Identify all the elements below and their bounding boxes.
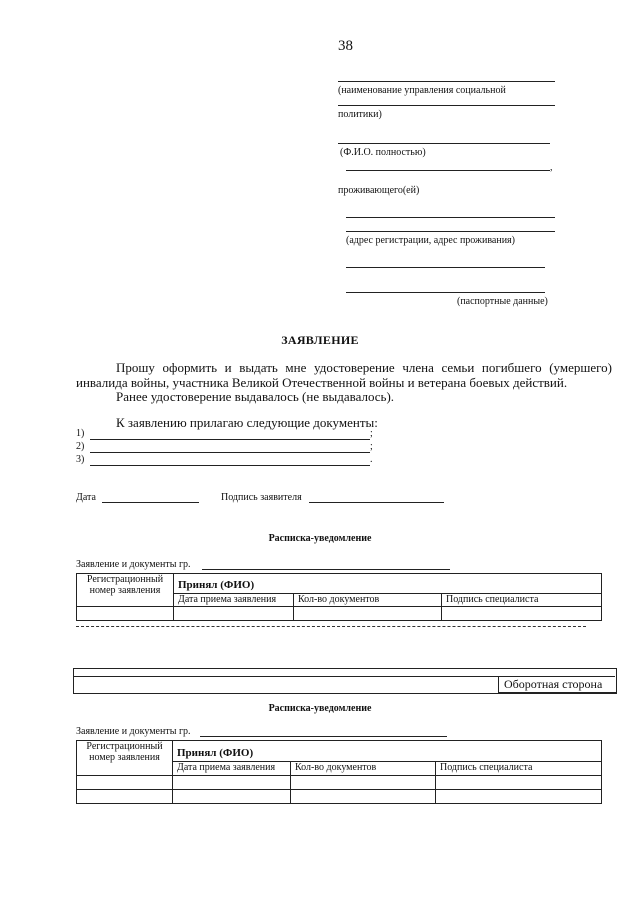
signature-label: Подпись заявителя	[221, 492, 302, 503]
attachment-item-2-end: ;	[370, 441, 373, 452]
cut-line	[76, 626, 586, 627]
receipt-2-signature-header: Подпись специалиста	[436, 762, 602, 776]
receipt-1-table	[76, 573, 602, 621]
receipt-1-docs-line[interactable]	[202, 569, 450, 570]
receipt-1-reg-number-header: Регистрационный номер заявления	[77, 574, 174, 607]
receipt-1-title: Расписка-уведомление	[268, 533, 372, 544]
fio-line-2[interactable]	[346, 170, 550, 171]
receipt-1-count-cell[interactable]	[294, 607, 442, 621]
receipt-2-signature-cell-2[interactable]	[436, 790, 602, 804]
receipt-1-signature-header: Подпись специалиста	[442, 594, 602, 607]
receipt-2-docs-line[interactable]	[200, 736, 447, 737]
receipt-2-date-cell-2[interactable]	[173, 790, 291, 804]
receipt-1-date-header: Дата приема заявления	[174, 594, 294, 607]
attachment-item-3-number: 3)	[76, 454, 85, 465]
receipt-2-count-cell[interactable]	[291, 776, 436, 790]
receipt-1-reg-number-cell[interactable]	[77, 607, 174, 621]
department-line[interactable]	[338, 81, 555, 82]
fio-comma: ,	[550, 162, 553, 173]
address-line-1[interactable]	[346, 217, 555, 218]
reverse-side-label: Оборотная сторона	[504, 677, 603, 691]
attachment-item-2-line[interactable]	[90, 452, 370, 453]
receipt-1-docs-label: Заявление и документы гр.	[76, 559, 191, 570]
attachment-item-2-number: 2)	[76, 441, 85, 452]
receipt-2-count-cell-2[interactable]	[291, 790, 436, 804]
receipt-1-date-cell[interactable]	[174, 607, 294, 621]
receipt-2-count-header: Кол-во документов	[291, 762, 436, 776]
residing-label: проживающего(ей)	[338, 185, 420, 196]
receipt-2-reg-number-cell-2[interactable]	[77, 790, 173, 804]
address-line-2[interactable]	[346, 231, 555, 232]
receipt-2-accepted-header: Принял (ФИО)	[173, 741, 602, 762]
attachments-intro: К заявлению прилагаю следующие документы:	[116, 415, 378, 430]
receipt-1-signature-cell[interactable]	[442, 607, 602, 621]
receipt-2-reg-number-header: Регистрационный номер заявления	[77, 741, 173, 776]
statement-paragraph-1: Прошу оформить и выдать мне удостоверение члена семьи погибшего (умершего) инвалида войны, участника Великой Отечественной войны и ветерана боевых действий.	[76, 360, 612, 390]
date-label: Дата	[76, 492, 96, 503]
date-line[interactable]	[102, 502, 199, 503]
receipt-2-docs-label: Заявление и документы гр.	[76, 726, 191, 737]
statement-paragraph-2: Ранее удостоверение выдавалось (не выдавалось).	[116, 389, 395, 404]
receipt-2-title: Расписка-уведомление	[268, 703, 372, 714]
passport-line-2[interactable]	[346, 292, 545, 293]
attachment-item-1-number: 1)	[76, 428, 85, 439]
signature-line[interactable]	[309, 502, 444, 503]
receipt-2-reg-number-cell[interactable]	[77, 776, 173, 790]
attachment-item-3-end: .	[370, 454, 373, 465]
address-caption: (адрес регистрации, адрес проживания)	[346, 235, 515, 246]
passport-line-1[interactable]	[346, 267, 545, 268]
department-caption-cont: политики)	[338, 109, 382, 120]
passport-caption: (паспортные данные)	[457, 296, 548, 307]
receipt-2-date-header: Дата приема заявления	[173, 762, 291, 776]
statement-title: ЗАЯВЛЕНИЕ	[281, 333, 359, 347]
page-number: 38	[338, 38, 353, 54]
receipt-2-signature-cell[interactable]	[436, 776, 602, 790]
receipt-1-count-header: Кол-во документов	[294, 594, 442, 607]
attachment-item-1-end: ;	[370, 428, 373, 439]
attachment-item-1-line[interactable]	[90, 439, 370, 440]
receipt-2-table	[76, 740, 602, 804]
attachment-item-3-line[interactable]	[90, 465, 370, 466]
fio-caption: (Ф.И.О. полностью)	[340, 147, 426, 158]
department-line-2[interactable]	[338, 105, 555, 106]
department-caption: (наименование управления социальной	[338, 85, 506, 96]
receipt-1-accepted-header: Принял (ФИО)	[174, 574, 602, 594]
fio-line[interactable]	[338, 143, 550, 144]
receipt-2-date-cell[interactable]	[173, 776, 291, 790]
